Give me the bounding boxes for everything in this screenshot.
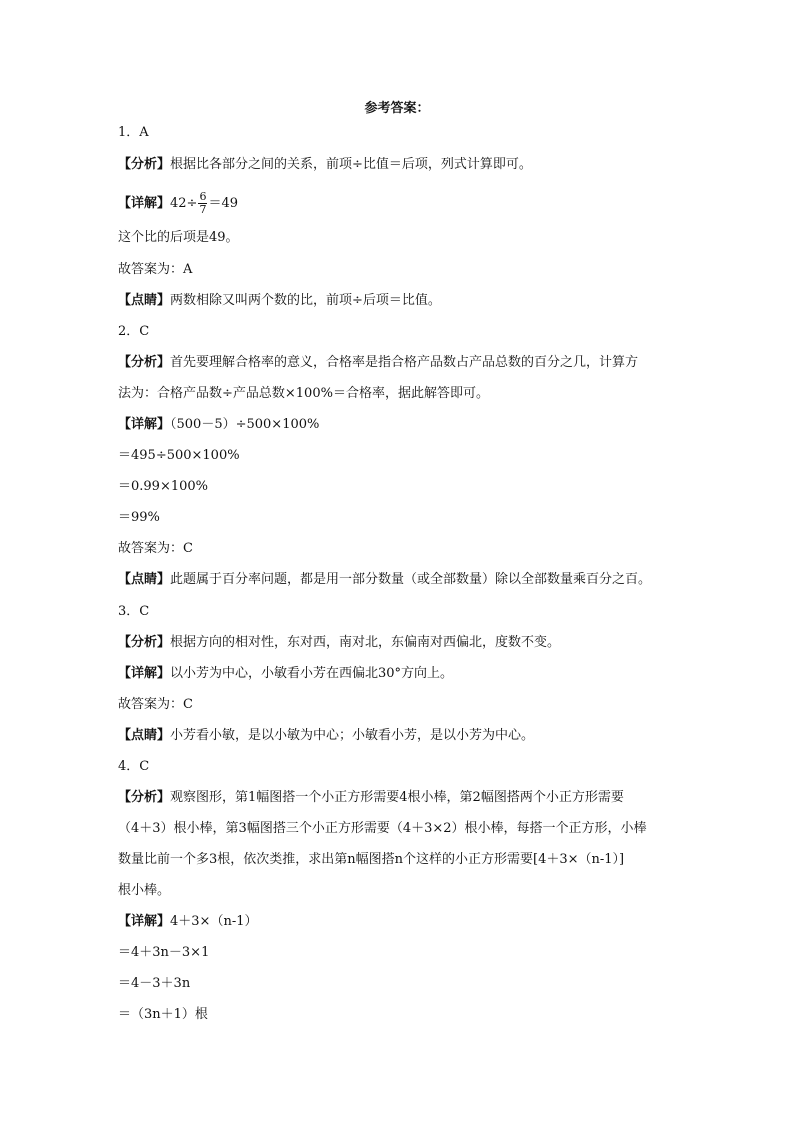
q1-answer: 故答案为：A [118, 262, 193, 277]
q2-detail-line-3: ＝0.99×100% [118, 479, 209, 494]
analysis-text: 首先要理解合格率的意义，合格率是指合格产品数占产品总数的百分之几，计算方 [170, 355, 639, 370]
comment-tag: 【点睛】 [118, 293, 171, 308]
detail-post: ＝49 [208, 196, 238, 211]
detail-text: 以小芳为中心，小敏看小芳在西偏北30°方向上。 [170, 666, 454, 681]
q3-detail [118, 665, 453, 683]
q4-analysis-line-4: 根小棒。 [118, 883, 171, 898]
q2-detail-line-2: ＝495÷500×100% [118, 448, 240, 463]
q3-analysis [118, 634, 560, 652]
q3-answer: 故答案为：C [118, 697, 193, 712]
detail-text: （500－5）÷500×100% [170, 417, 320, 432]
q1-comment [118, 292, 441, 310]
q1-detail [118, 191, 238, 216]
comment-text: 两数相除又叫两个数的比，前项÷后项＝比值。 [170, 293, 441, 308]
fraction-numerator: 6 [199, 190, 207, 203]
q4-detail-line-2: ＝4＋3n－3×1 [118, 945, 210, 960]
detail-pre: 42÷ [170, 196, 198, 211]
analysis-tag: 【分析】 [118, 790, 171, 805]
comment-text: 小芳看小敏，是以小敏为中心；小敏看小芳，是以小芳为中心。 [170, 728, 535, 743]
q3-number: 3．C [118, 604, 150, 619]
q4-analysis-line-3: 数量比前一个多3根，依次类推，求出第n幅图搭n个这样的小正方形需要[4＋3×（n-1）] [118, 852, 625, 867]
q4-detail-line-1 [118, 913, 258, 931]
q2-number: 2．C [118, 324, 150, 339]
analysis-text: 观察图形，第1幅图搭一个小正方形需要4根小棒，第2幅图搭两个小正方形需要 [170, 790, 624, 805]
q1-number: 1．A [118, 125, 149, 140]
analysis-text: 根据比各部分之间的关系，前项÷比值＝后项，列式计算即可。 [170, 157, 532, 172]
analysis-tag: 【分析】 [118, 635, 171, 650]
analysis-tag: 【分析】 [118, 157, 171, 172]
q4-analysis-line-1 [118, 789, 624, 807]
detail-tag: 【详解】 [118, 666, 171, 681]
q4-analysis-line-2: （4＋3）根小棒，第3幅图搭三个小正方形需要（4＋3×2）根小棒，每搭一个正方形，小棒 [118, 821, 647, 836]
q2-detail-line-4: ＝99% [118, 510, 160, 525]
fraction-denominator: 7 [199, 203, 207, 216]
detail-text: 4＋3×（n-1） [170, 914, 258, 929]
q1-conclusion: 这个比的后项是49。 [118, 230, 239, 245]
q2-analysis-line-2: 法为：合格产品数÷产品总数×100%＝合格率，据此解答即可。 [118, 386, 489, 401]
page-title: 参考答案： [364, 101, 430, 116]
q4-detail-line-3: ＝4－3＋3n [118, 976, 191, 991]
comment-tag: 【点睛】 [118, 572, 171, 587]
analysis-text: 根据方向的相对性，东对西，南对北，东偏南对西偏北，度数不变。 [170, 635, 561, 650]
comment-text: 此题属于百分率问题，都是用一部分数量（或全部数量）除以全部数量乘百分之百。 [170, 572, 652, 587]
q3-comment [118, 727, 534, 745]
detail-tag: 【详解】 [118, 914, 171, 929]
detail-tag: 【详解】 [118, 196, 171, 211]
analysis-tag: 【分析】 [118, 355, 171, 370]
q2-analysis-line-1 [118, 354, 638, 372]
q4-number: 4．C [118, 759, 150, 774]
q2-detail-line-1 [118, 416, 319, 434]
detail-tag: 【详解】 [118, 417, 171, 432]
q2-comment [118, 571, 651, 589]
q4-detail-line-4: ＝（3n＋1）根 [118, 1007, 208, 1022]
q1-analysis [118, 156, 532, 174]
comment-tag: 【点睛】 [118, 728, 171, 743]
q2-answer: 故答案为：C [118, 541, 193, 556]
fraction [198, 191, 207, 216]
